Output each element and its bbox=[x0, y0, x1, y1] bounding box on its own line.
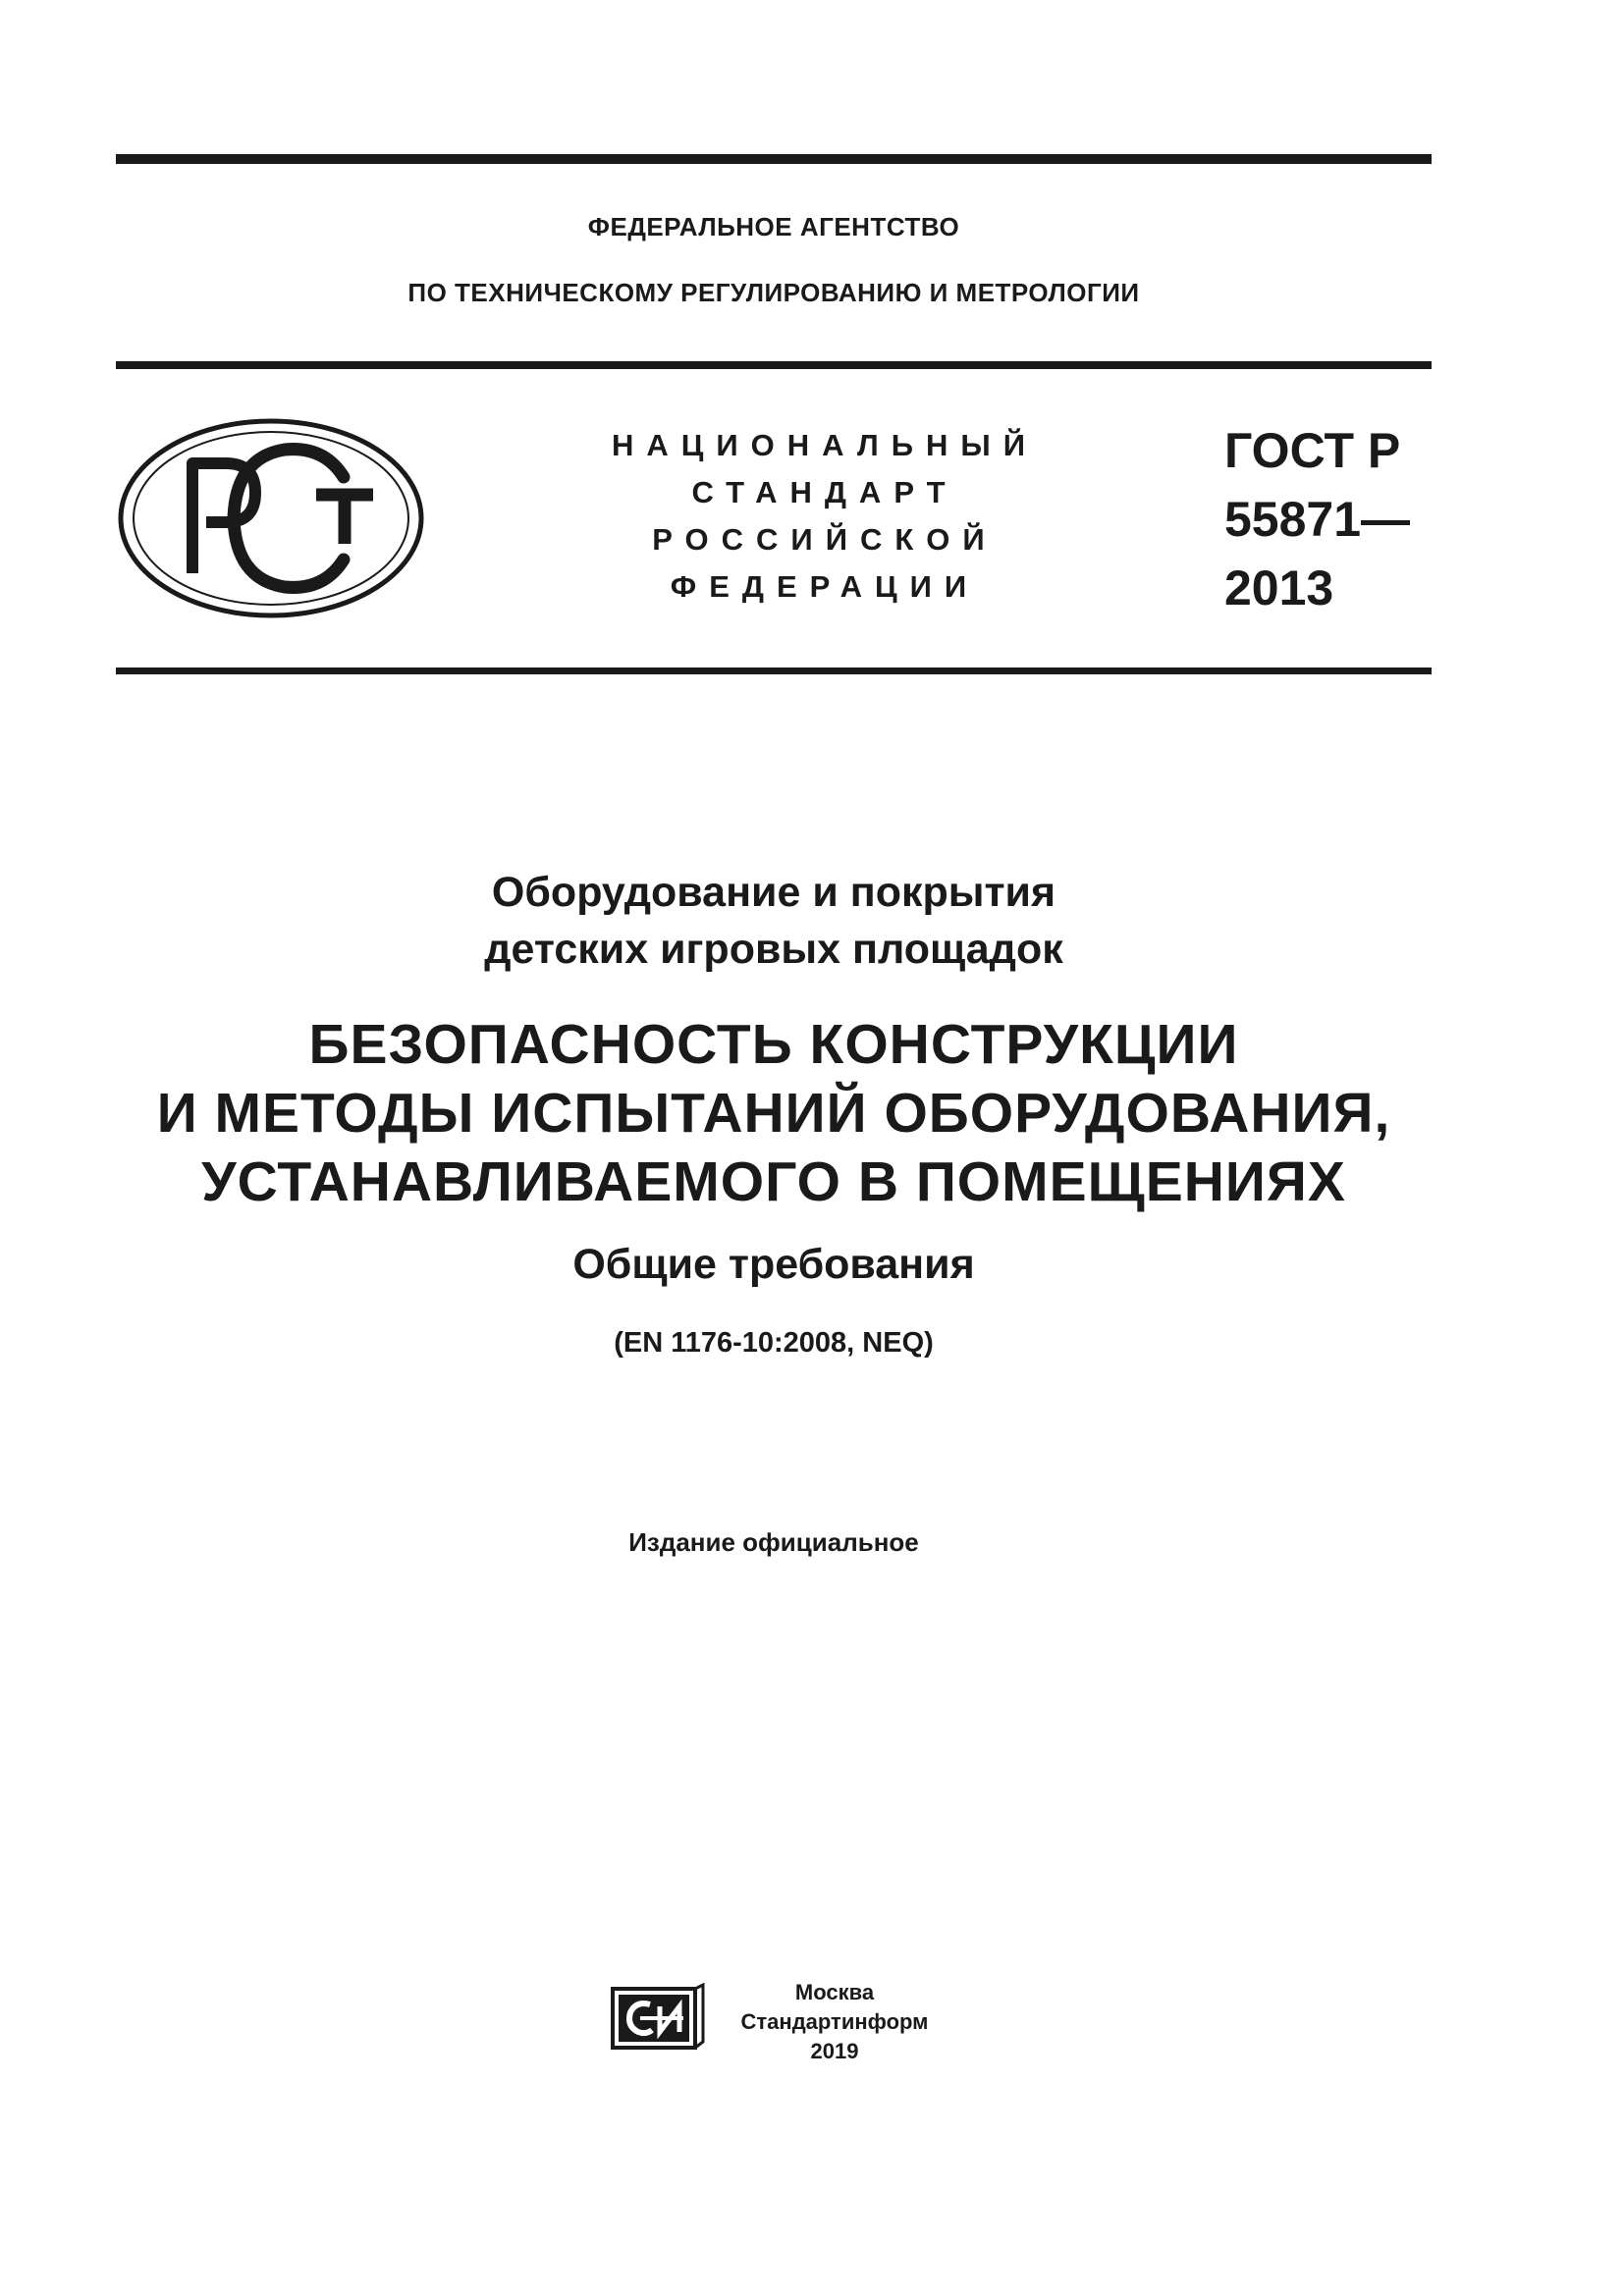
national-standard-line2: СТАНДАРТ bbox=[691, 475, 958, 509]
title-line2: И МЕТОДЫ ИСПЫТАНИЙ ОБОРУДОВАНИЯ, bbox=[156, 1082, 1391, 1145]
top-divider bbox=[116, 154, 1432, 164]
national-standard-line4: ФЕДЕРАЦИИ bbox=[670, 569, 980, 604]
national-standard-line1: НАЦИОНАЛЬНЫЙ bbox=[611, 428, 1039, 462]
national-standard-line3: РОССИЙСКОЙ bbox=[652, 522, 998, 557]
international-reference: (EN 1176-10:2008, NEQ) bbox=[614, 1327, 934, 1359]
publisher-name: Стандартинформ bbox=[740, 2009, 929, 2034]
document-title bbox=[116, 1010, 1432, 1216]
designation-line1: ГОСТ Р bbox=[1224, 423, 1401, 478]
national-standard-label bbox=[550, 422, 1100, 611]
agency-name-line1: ФЕДЕРАЛЬНОЕ АГЕНТСТВО bbox=[587, 212, 960, 241]
document-part-title: Общие требования bbox=[572, 1241, 975, 1288]
designation-line2: 55871— bbox=[1224, 492, 1411, 547]
rst-certification-mark-icon bbox=[116, 416, 426, 620]
subject-line2: детских игровых площадок bbox=[484, 926, 1063, 973]
subject-line1: Оборудование и покрытия bbox=[491, 869, 1056, 916]
publisher-city: Москва bbox=[794, 1980, 875, 2004]
title-line3: УСТАНАВЛИВАЕМОГО В ПОМЕЩЕНИЯХ bbox=[201, 1150, 1346, 1213]
edition-label: Издание официальное bbox=[628, 1527, 919, 1557]
publication-year: 2019 bbox=[810, 2039, 859, 2063]
agency-name-line2: ПО ТЕХНИЧЕСКОМУ РЕГУЛИРОВАНИЮ И МЕТРОЛОГИИ bbox=[407, 278, 1140, 307]
standard-designation bbox=[1224, 416, 1431, 622]
publisher-imprint bbox=[717, 1978, 952, 2066]
header-divider bbox=[116, 361, 1432, 369]
designation-divider bbox=[116, 667, 1432, 674]
standartinform-logo-icon bbox=[611, 1983, 705, 2054]
title-line1: БЕЗОПАСНОСТЬ КОНСТРУКЦИИ bbox=[308, 1013, 1239, 1076]
document-subject bbox=[116, 864, 1432, 978]
designation-line3: 2013 bbox=[1224, 561, 1334, 615]
